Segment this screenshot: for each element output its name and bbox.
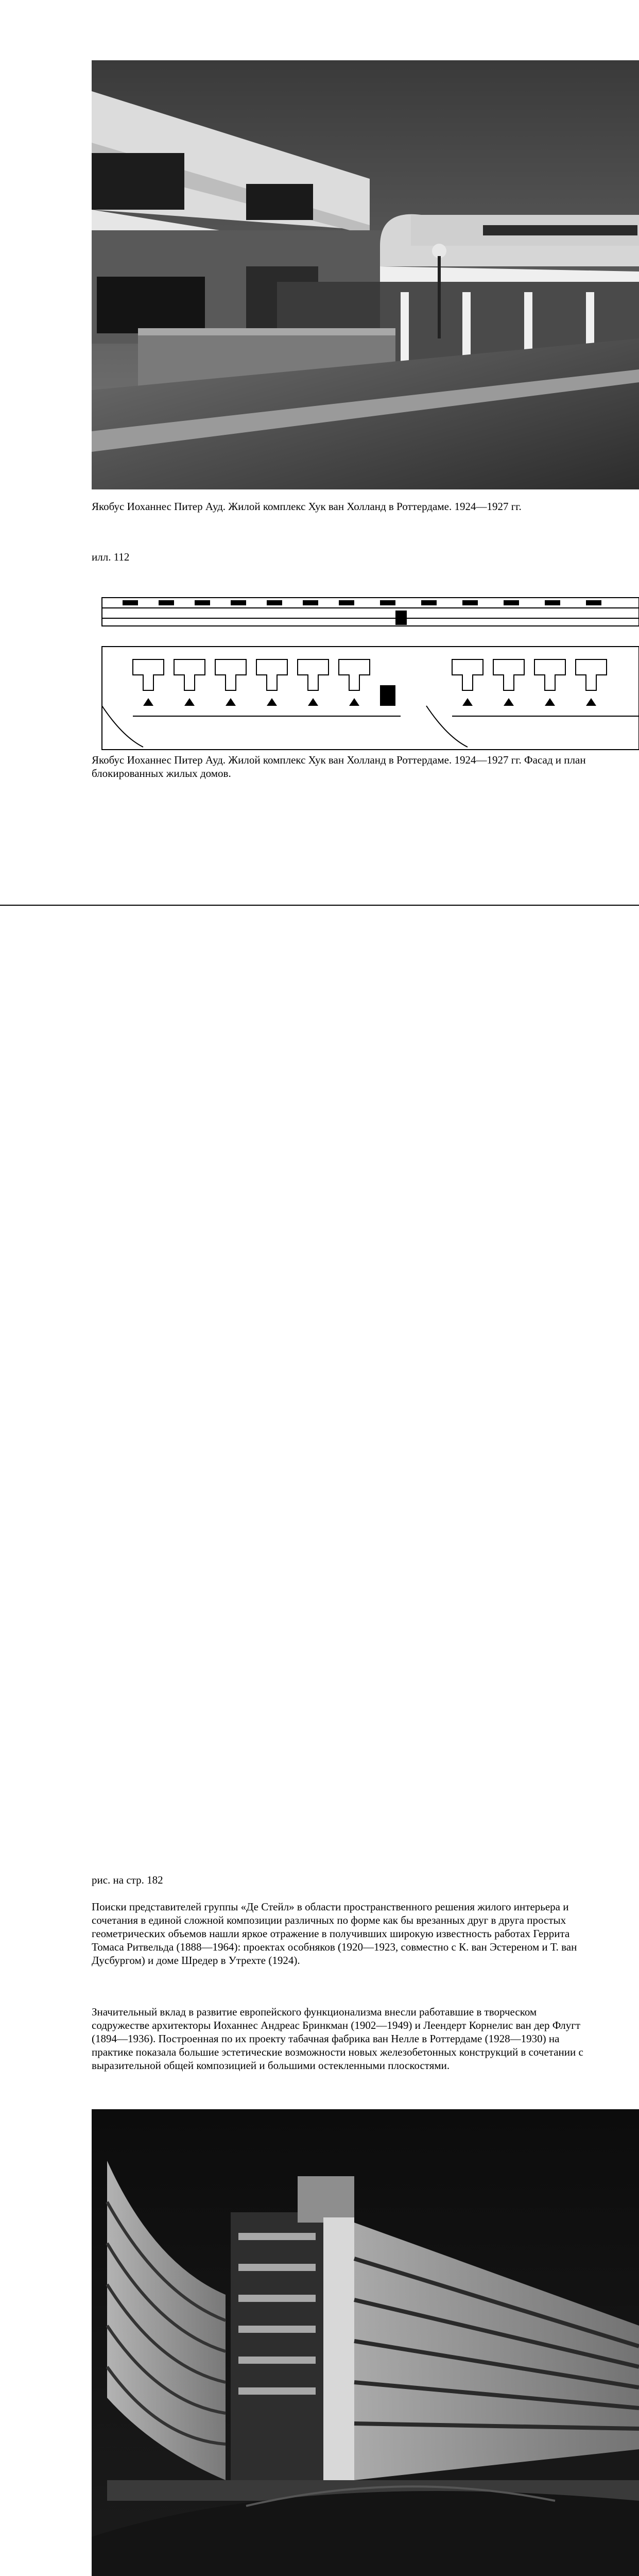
van-nelle-factory-photo [92, 2109, 639, 2576]
figure-caption: Якобус Иоханнес Питер Ауд. Жилой комплекс Хук ван Холланд в Роттердаме. 1924—1927 гг. Фасад и план блокированных жилых домов. [92, 754, 586, 779]
book-page-2 [0, 906, 639, 2072]
book-page-1 [0, 0, 639, 906]
figure-reference: рис. на стр. 182 [92, 1874, 163, 1886]
illustration-reference: илл. 112 [92, 551, 130, 563]
figure-caption: Якобус Иоханнес Питер Ауд. Жилой комплекс Хук ван Холланд в Роттердаме. 1924—1927 гг. [92, 500, 522, 513]
facade-and-plan-drawing [92, 582, 639, 765]
hook-van-holland-photo [92, 60, 639, 489]
body-paragraph: Значительный вклад в развитие европейского функционализма внесли работавшие в творческом содружестве архитекторы Иоханнес Андреас Бринкман (1902—1949) и Леендерт Корнелис ван дер Флугт (1894—1936). Построенная по их проекту табачная фабрика ван Нелле в Роттердаме (1928—1930) на практике показала большие эстетические возможности новых железобетонных конструкций в сочетании с выразительной общей композицией и большими остекленными плоскостями. [92, 2006, 583, 2072]
body-paragraph: Поиски представителей группы «Де Стейл» в области пространственного решения жилого интерьера и сочетания в единой сложной композиции различных по форме как бы врезанных друг в друга простых геометрических объемов нашли яркое отражение в получивших широкую известность работах Геррита Томаса Ритвельда (1888—1964): проектах особняков (1920—1923, совместно с К. ван Эстереном и Т. ван Дусбургом) и доме Шредер в Утрехте (1924). [92, 1901, 577, 1967]
